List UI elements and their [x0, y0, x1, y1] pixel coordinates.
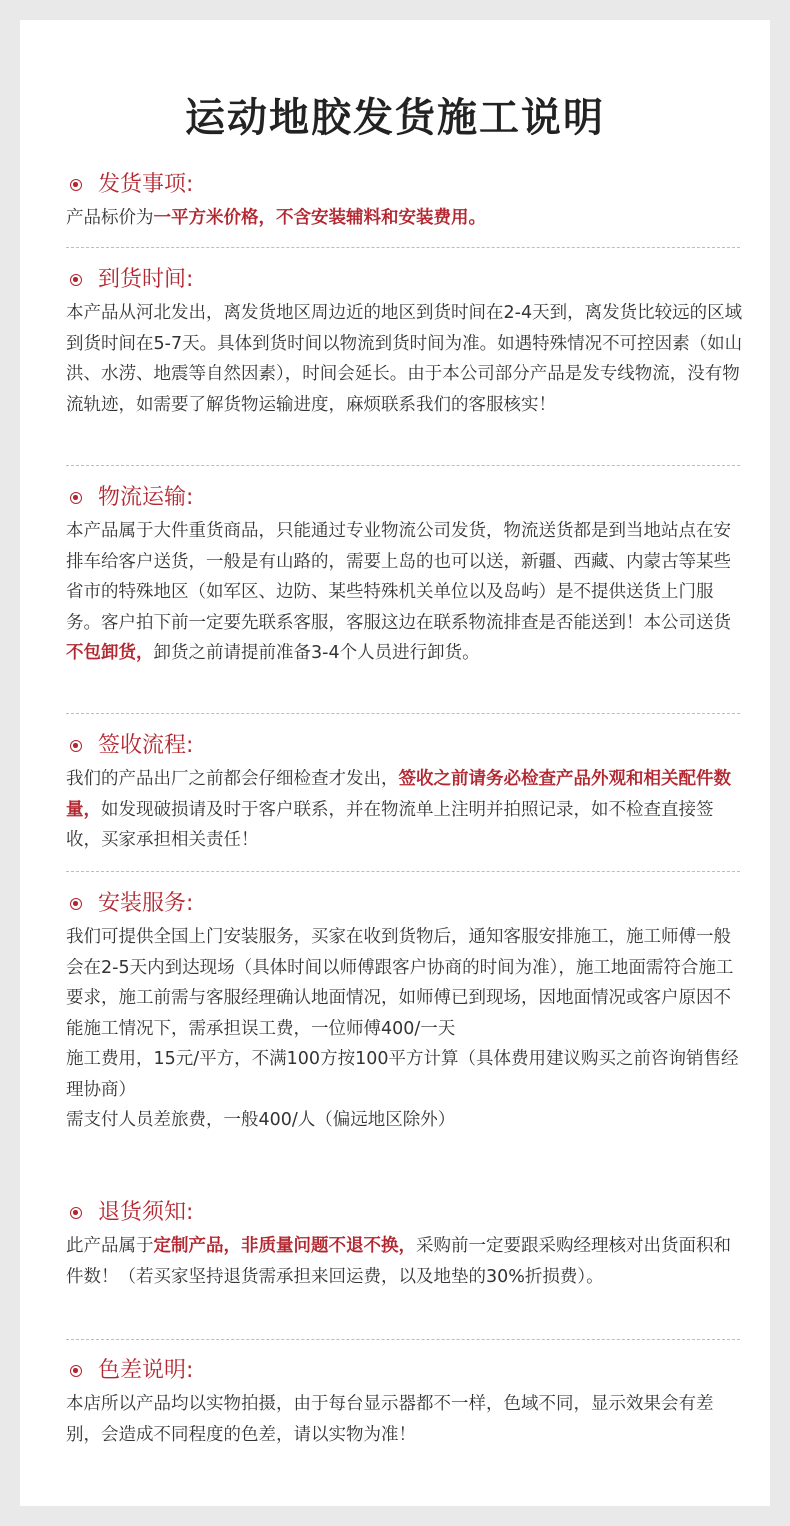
section-heading-text: 安装服务: — [98, 891, 194, 916]
circle-dot-icon — [70, 179, 82, 191]
circle-dot-icon — [70, 492, 82, 504]
section-body — [66, 1389, 744, 1450]
section-paragraph: 需支付人员差旅费，一般400/人（偏远地区除外） — [66, 1110, 456, 1130]
highlight-text: 一平方米价格，不含安装辅料和安装费用。 — [153, 208, 486, 228]
section-paragraph — [66, 203, 744, 234]
highlight-text: 不包卸货， — [66, 643, 154, 663]
section-paragraph — [66, 1231, 744, 1292]
section-body — [66, 516, 744, 669]
section-divider — [66, 247, 740, 248]
section-heading — [66, 1196, 744, 1230]
text-run: 本产品属于大件重货商品，只能通过专业物流公司发货，物流送货都是到当地站点在安排车给客户送货，一般是有山路的，需要上岛的也可以送，新疆、西藏、内蒙古等某些省市的特殊地区（如军区、边防、某些特殊机关单位以及岛屿）是不提供送货上门服务。客户拍下前一定要先联系客服，客服这边在联系物流排查是否能送到！本公司送货 — [66, 521, 731, 633]
section-receipt — [66, 729, 744, 856]
circle-dot-icon — [70, 898, 82, 910]
section-heading — [66, 1354, 744, 1388]
section-heading — [66, 481, 744, 515]
text-run: 卸货之前请提前准备3-4个人员进行卸货。 — [153, 643, 480, 663]
circle-dot-icon — [70, 740, 82, 752]
section-divider — [66, 713, 740, 714]
text-run: 我们的产品出厂之前都会仔细检查才发出， — [66, 769, 399, 789]
section-body — [66, 922, 744, 1136]
section-paragraph: 本产品从河北发出，离发货地区周边近的地区到货时间在2-4天到，离发货比较远的区域到货时间在5-7天。具体到货时间以物流到货时间为准。如遇特殊情况不可控因素（如山洪、水涝、地震等自然因素），时间会延长。由于本公司部分产品是发专线物流，没有物流轨迹，如需要了解货物运输进度，麻烦联系我们的客服核实！ — [66, 303, 743, 415]
section-heading-text: 色差说明: — [98, 1358, 194, 1383]
text-run: 此产品属于 — [66, 1236, 154, 1256]
section-divider — [66, 465, 740, 466]
section-returns — [66, 1196, 744, 1292]
section-paragraph — [66, 764, 744, 856]
highlight-text: 签收之前请务必检查产品外观和相关配件数量， — [66, 769, 731, 820]
content-card — [20, 20, 770, 1506]
text-run: 如发现破损请及时于客户联系，并在物流单上注明并拍照记录，如不检查直接签收，买家承担相关责任！ — [66, 799, 714, 850]
section-logistics — [66, 481, 744, 669]
section-paragraph: 施工费用，15元/平方，不满100方按100平方计算（具体费用建议购买之前咨询销售经理协商） — [66, 1049, 739, 1100]
section-body — [66, 298, 744, 420]
section-body — [66, 764, 744, 856]
section-installation — [66, 887, 744, 1136]
section-heading-text: 退货须知: — [98, 1200, 194, 1225]
section-heading — [66, 887, 744, 921]
section-divider — [66, 1339, 740, 1340]
circle-dot-icon — [70, 1207, 82, 1219]
section-shipping — [66, 168, 744, 234]
circle-dot-icon — [70, 274, 82, 286]
section-body — [66, 203, 744, 234]
section-paragraph: 本店所以产品均以实物拍摄，由于每台显示器都不一样，色域不同，显示效果会有差别，会造成不同程度的色差，请以实物为准！ — [66, 1394, 714, 1445]
page-title: 运动地胶发货施工说明 — [185, 95, 605, 141]
section-heading-text: 到货时间: — [98, 267, 194, 292]
section-heading — [66, 168, 744, 202]
section-color-difference — [66, 1354, 744, 1450]
highlight-text: 定制产品，非质量问题不退不换， — [153, 1236, 416, 1256]
section-divider — [66, 871, 740, 872]
section-heading — [66, 729, 744, 763]
section-delivery-time — [66, 263, 744, 420]
text-run: 产品标价为 — [66, 208, 154, 228]
section-heading-text: 物流运输: — [98, 485, 194, 510]
text-run: 采购前一定要跟采购经理核对出货面积和件数！（若买家坚持退货需承担来回运费，以及地垫的30%折损费）。 — [66, 1236, 731, 1287]
section-paragraph: 我们可提供全国上门安装服务，买家在收到货物后，通知客服安排施工，施工师傅一般会在2-5天内到达现场（具体时间以师傅跟客户协商的时间为准），施工地面需符合施工要求，施工前需与客服经理确认地面情况，如师傅已到现场，因地面情况或客户原因不能施工情况下，需承担误工费，一位师傅400/一天 — [66, 927, 734, 1039]
section-heading-text: 发货事项: — [98, 172, 194, 197]
section-heading — [66, 263, 744, 297]
section-heading-text: 签收流程: — [98, 733, 194, 758]
section-paragraph — [66, 516, 744, 669]
section-body — [66, 1231, 744, 1292]
circle-dot-icon — [70, 1365, 82, 1377]
